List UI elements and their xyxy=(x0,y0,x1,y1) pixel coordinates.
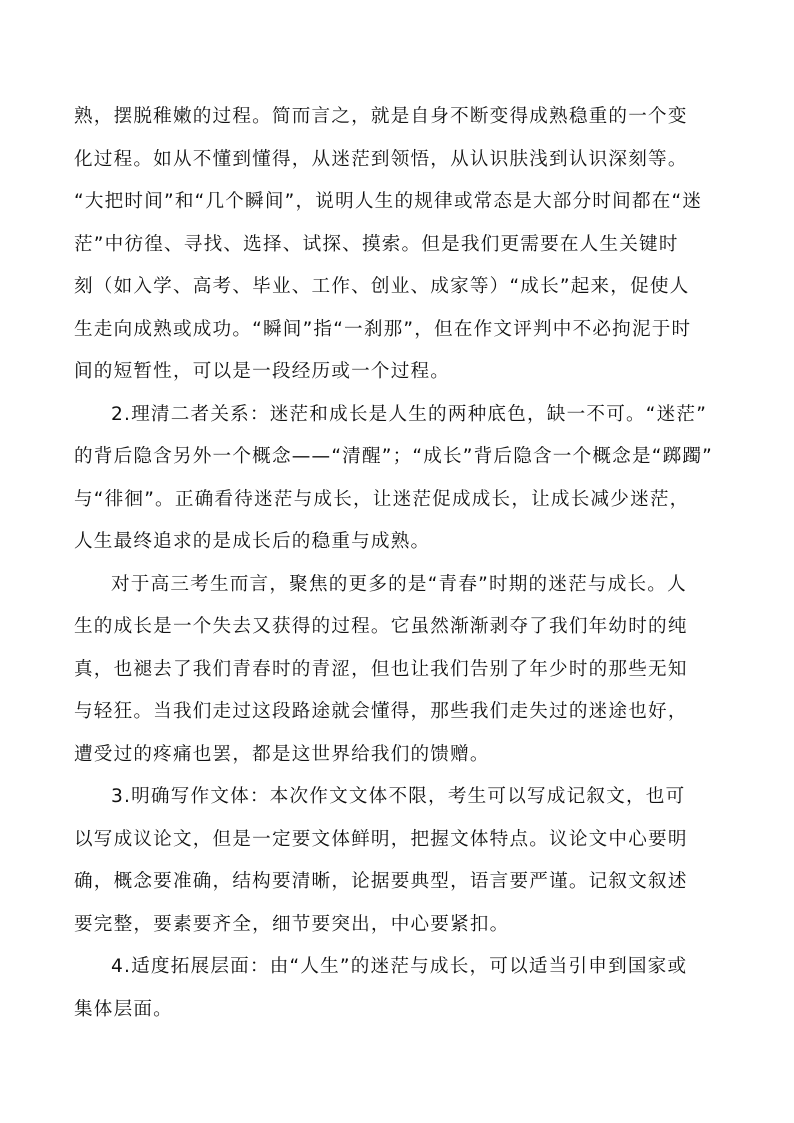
paragraph-3 xyxy=(74,564,724,777)
text-line: 间的短暂性，可以是一段经历或一个过程。 xyxy=(74,361,451,382)
text-line: 2.理清二者关系：迷茫和成长是人生的两种底色，缺一不可。“迷茫” xyxy=(111,403,708,425)
text-line: 生的成长是一个失去又获得的过程。它虽然渐渐剥夺了我们年幼时的纯 xyxy=(74,616,688,637)
paragraph-2 xyxy=(74,394,724,564)
text-line: 刻（如入学、高考、毕业、工作、创业、成家等）“成长”起来，促使人 xyxy=(74,276,690,297)
text-line: 3.明确写作文体：本次作文文体不限，考生可以写成记叙文，也可 xyxy=(111,786,686,807)
text-line: 生走向成熟或成功。“瞬间”指“一刹那”，但在作文评判中不必拘泥于时 xyxy=(74,318,692,340)
paragraph-5 xyxy=(74,946,724,1031)
text-line: 4.适度拓展层面：由“人生”的迷茫与成长，可以适当引申到国家或 xyxy=(111,956,688,977)
text-line: 真，也褪去了我们青春时的青涩，但也让我们告别了年少时的那些无知 xyxy=(74,658,688,680)
text-line: 确，概念要准确，结构要清晰，论据要典型，语言要严谨。记叙文叙述 xyxy=(74,871,688,892)
text-line: 的背后隐含另外一个概念——“清醒”；“成长”背后隐含一个概念是“踯躅” xyxy=(74,446,714,467)
text-line: 熟，摆脱稚嫩的过程。简而言之，就是自身不断变得成熟稳重的一个变 xyxy=(74,106,688,127)
text-line: 与“徘徊”。正确看待迷茫与成长，让迷茫促成成长，让成长减少迷茫， xyxy=(74,488,690,510)
text-line: 茫”中彷徨、寻找、选择、试探、摸索。但是我们更需要在人生关键时 xyxy=(74,233,679,255)
text-line: 对于高三考生而言，聚焦的更多的是“青春”时期的迷茫与成长。人 xyxy=(111,573,687,595)
text-line: 集体层面。 xyxy=(74,998,173,1020)
document-body xyxy=(74,96,724,1031)
text-line: “大把时间”和“几个瞬间”，说明人生的规律或常态是大部分时间都在“迷 xyxy=(74,191,703,212)
text-line: 以写成议论文，但是一定要文体鲜明，把握文体特点。议论文中心要明 xyxy=(74,828,688,850)
text-line: 与轻狂。当我们走过这段路途就会懂得，那些我们走失过的迷途也好， xyxy=(74,701,688,722)
text-line: 遭受过的疼痛也罢，都是这世界给我们的馈赠。 xyxy=(74,743,490,765)
text-line: 化过程。如从不懂到懂得，从迷茫到领悟，从认识肤浅到认识深刻等。 xyxy=(74,148,688,170)
paragraph-1 xyxy=(74,96,724,394)
paragraph-4 xyxy=(74,776,724,946)
text-line: 要完整，要素要齐全，细节要突出，中心要紧扣。 xyxy=(74,913,510,935)
text-line: 人生最终追求的是成长后的稳重与成熟。 xyxy=(74,531,431,552)
